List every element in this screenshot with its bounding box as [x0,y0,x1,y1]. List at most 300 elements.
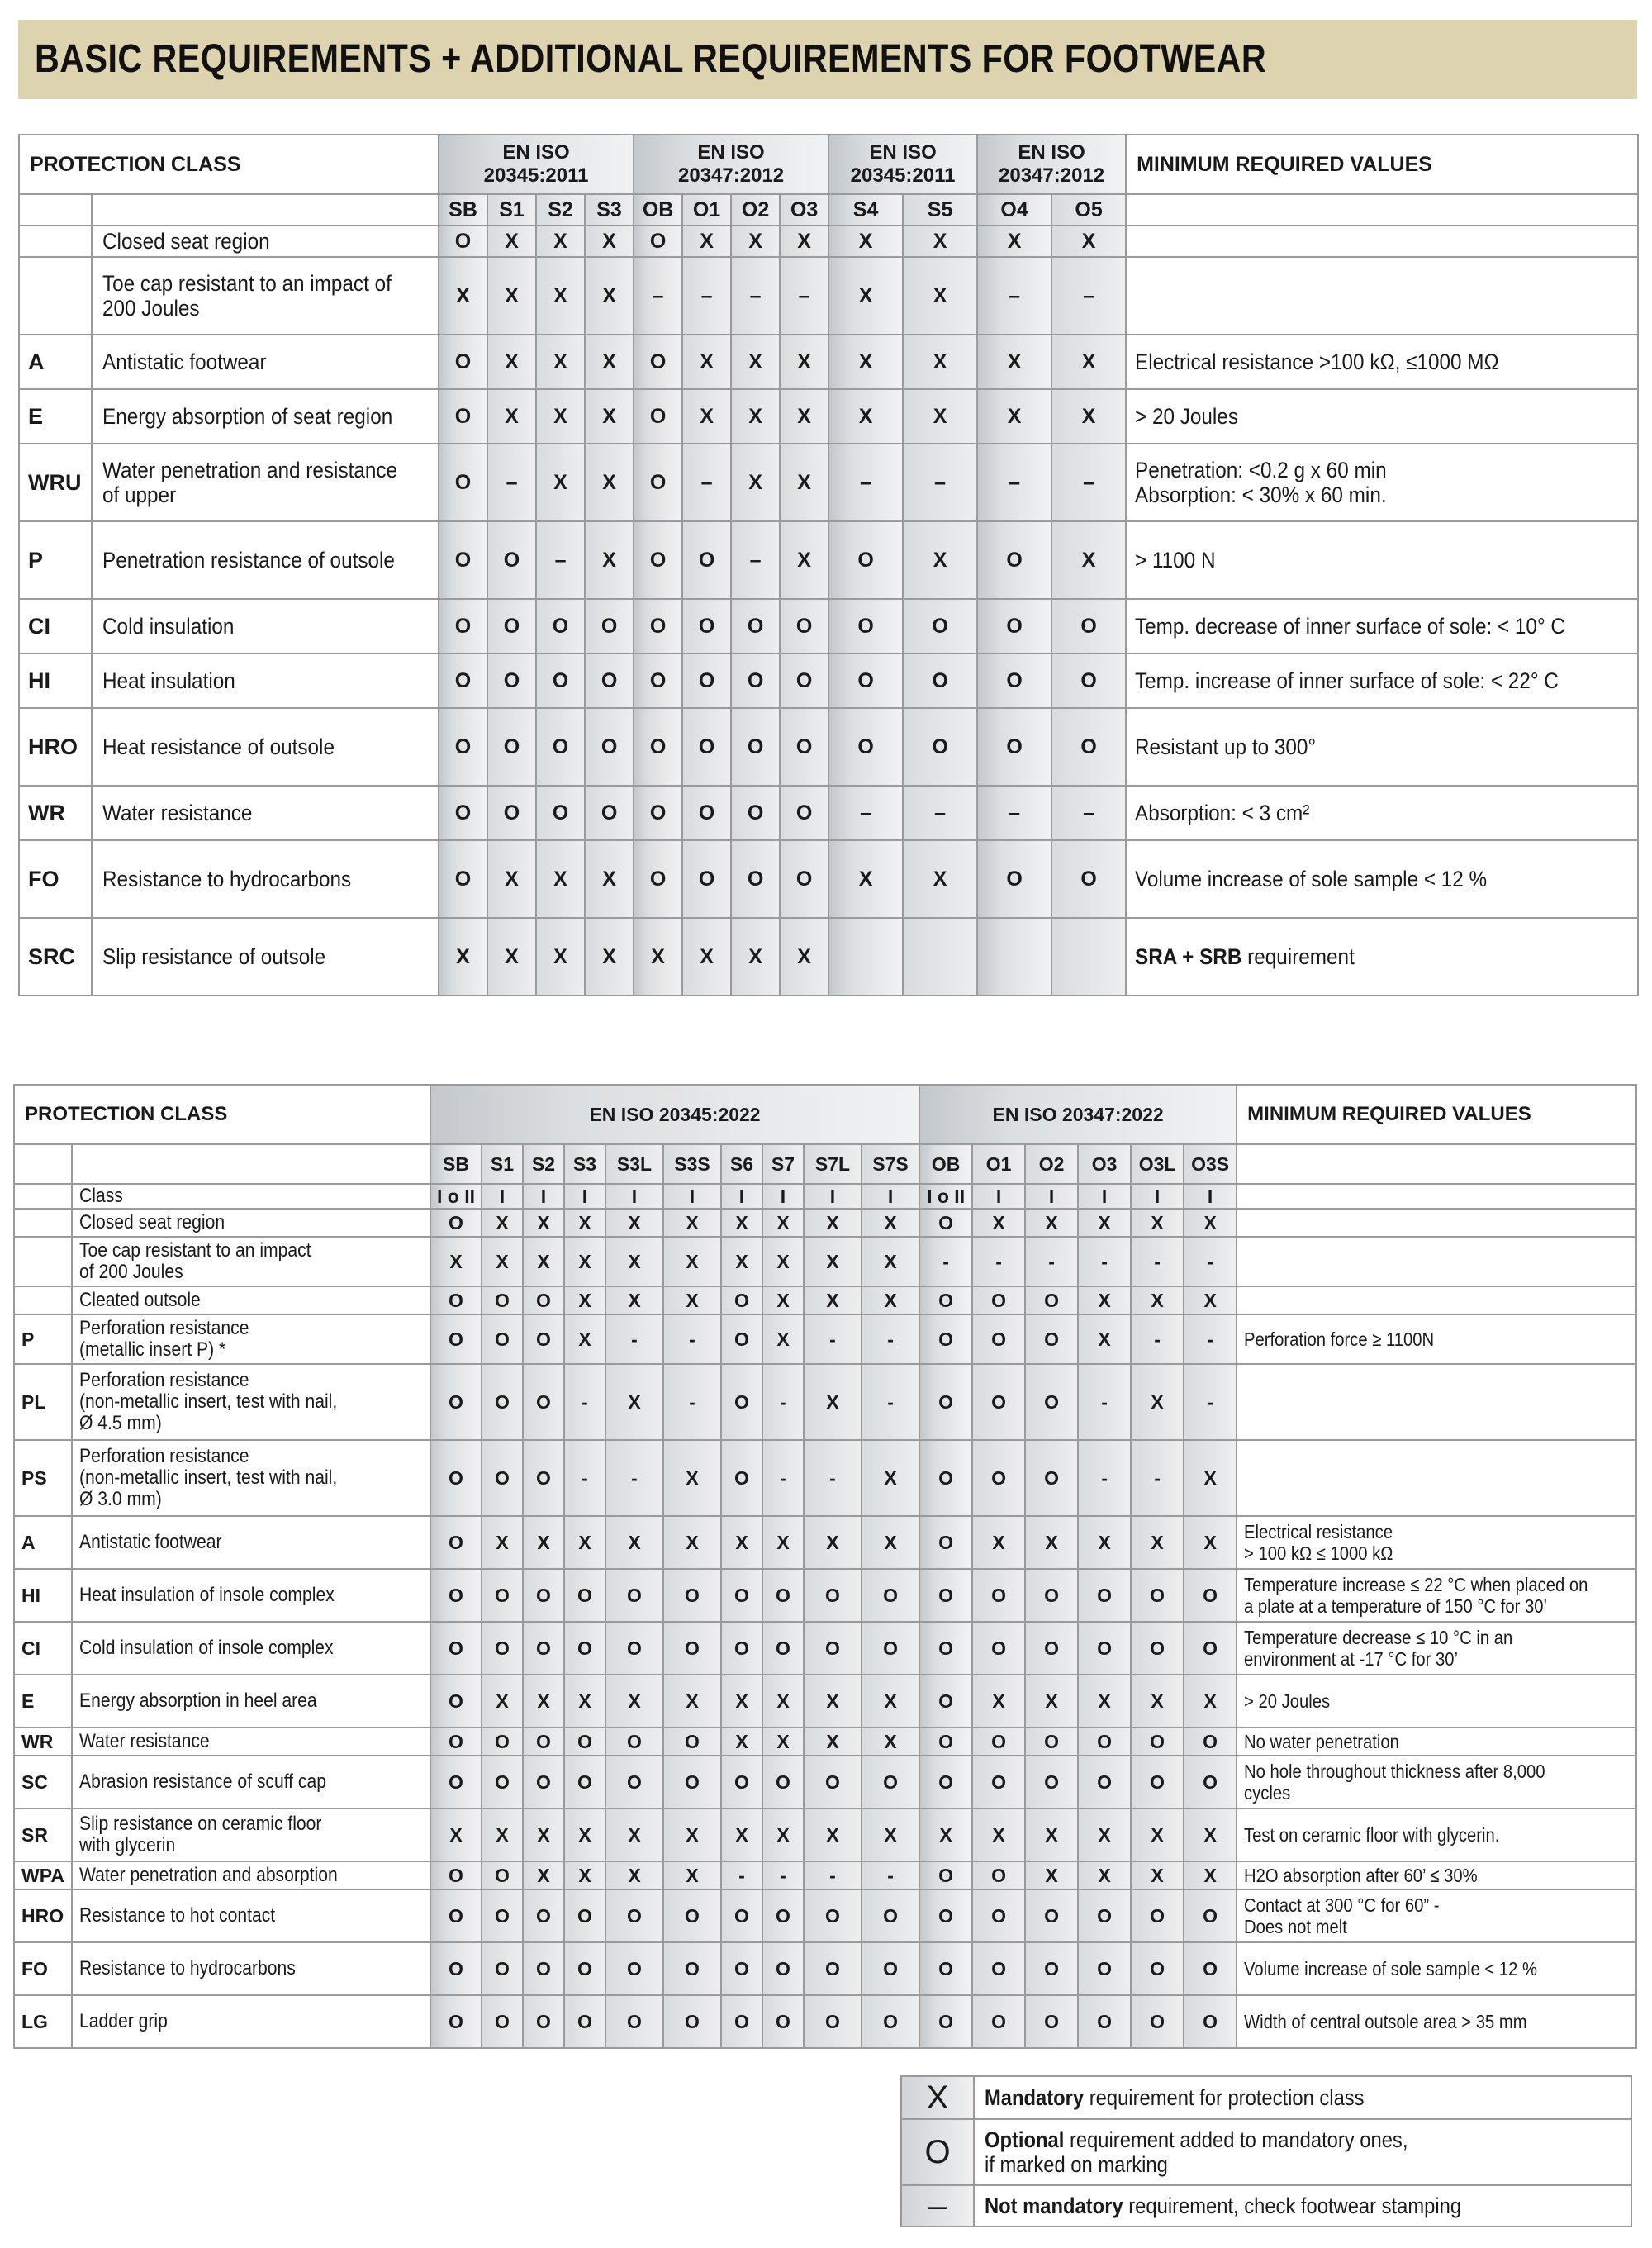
value-cell: X [762,1728,804,1756]
row-label [92,521,439,599]
value-cell: X [780,226,828,257]
row-label-text: Class [79,1185,123,1207]
value-cell: O [634,653,682,708]
minimum-values-header: MINIMUM REQUIRED VALUES [1237,1085,1636,1144]
row-label [92,257,439,335]
value-cell: X [1078,1808,1131,1861]
value-cell: X [523,1209,564,1237]
value-cell: O [439,653,487,708]
value-cell: - [1184,1314,1237,1364]
value-cell: X [972,1209,1025,1237]
value-cell: O [780,653,828,708]
value-cell: O [585,653,634,708]
value-cell: X [663,1286,721,1314]
value-cell: O [1184,1889,1237,1942]
value-cell: O [1025,1728,1078,1756]
column-header: SB [430,1144,482,1184]
requirement-cell [1237,1184,1636,1209]
requirement-cell-text: > 20 Joules [1244,1690,1331,1712]
value-cell: O [523,1569,564,1622]
value-cell: O [634,599,682,653]
value-cell: X [1051,226,1126,257]
value-cell: O [536,786,585,840]
value-cell: O [663,1942,721,1995]
requirement-text: Absorption: < 3 cm² [1135,800,1310,825]
value-cell: X [1051,335,1126,389]
value-cell: O [523,1364,564,1440]
value-cell: O [1025,1569,1078,1622]
value-cell: X [487,257,536,335]
row-code: HI [14,1569,72,1622]
row-code: SRC [19,918,92,996]
value-cell: – [536,521,585,599]
value-cell: X [564,1286,605,1314]
value-cell: O [1131,1728,1184,1756]
column-header: O2 [731,194,780,226]
requirement-cell [1237,1569,1636,1622]
row-label [92,389,439,444]
header-row-groups [14,1085,1636,1144]
legend-row [901,2185,1631,2227]
minimum-values-header: MINIMUM REQUIRED VALUES [1126,135,1638,194]
value-cell: I o II [919,1184,972,1209]
value-cell: O [919,1440,972,1516]
standard-group-header: EN ISO 20345:2022 [430,1085,919,1144]
requirement-cell [1126,786,1638,840]
value-cell: O [564,1889,605,1942]
value-cell: – [977,257,1051,335]
value-cell: O [430,1516,482,1569]
requirement-cell [1126,840,1638,918]
empty-cell [1126,194,1638,226]
row-label-text: Closed seat region [79,1211,225,1233]
value-cell: O [862,1569,919,1622]
table-row [19,521,1638,599]
value-cell: I [523,1184,564,1209]
value-cell: – [828,786,903,840]
value-cell: O [564,1756,605,1808]
row-label [72,1675,430,1728]
value-cell: X [862,1675,919,1728]
value-cell: - [919,1237,972,1286]
value-cell: X [1184,1209,1237,1237]
value-cell: - [1078,1364,1131,1440]
column-header: S7S [862,1144,919,1184]
value-cell: X [762,1808,804,1861]
value-cell: O [1025,1995,1078,2048]
value-cell: X [564,1237,605,1286]
value-cell: O [482,1889,523,1942]
value-cell: O [1025,1364,1078,1440]
value-cell: X [862,1209,919,1237]
value-cell: – [977,786,1051,840]
empty-cell [14,1144,72,1184]
value-cell: O [721,1995,762,2048]
value-cell: O [1051,840,1126,918]
value-cell: - [804,1440,862,1516]
value-cell: O [682,521,731,599]
row-label-text: Abrasion resistance of scuff cap [79,1770,326,1793]
value-cell: I [605,1184,663,1209]
value-cell: X [780,918,828,996]
value-cell: O [605,1569,663,1622]
value-cell: O [1131,1889,1184,1942]
value-cell: X [564,1209,605,1237]
value-cell: O [919,1569,972,1622]
row-code: P [19,521,92,599]
value-cell: O [721,1569,762,1622]
value-cell: O [663,1569,721,1622]
row-code [19,226,92,257]
column-header: S5 [903,194,977,226]
value-cell: - [721,1861,762,1889]
value-cell: X [804,1516,862,1569]
value-cell: I [721,1184,762,1209]
value-cell: X [536,335,585,389]
row-code: A [19,335,92,389]
table-row [14,1314,1636,1364]
row-code: WRU [19,444,92,521]
value-cell: – [1051,257,1126,335]
row-label [72,1995,430,2048]
table-row [19,335,1638,389]
header-row-groups [19,135,1638,194]
value-cell: X [605,1364,663,1440]
value-cell: X [828,840,903,918]
value-cell: O [663,1889,721,1942]
value-cell: - [972,1237,1025,1286]
requirement-cell [1237,1440,1636,1516]
value-cell: – [1051,444,1126,521]
value-cell: X [731,389,780,444]
value-cell: I o II [430,1184,482,1209]
value-cell: – [903,444,977,521]
value-cell: X [903,257,977,335]
value-cell: X [762,1209,804,1237]
legend-row [901,2119,1631,2185]
value-cell: X [605,1286,663,1314]
row-code: WR [19,786,92,840]
value-cell: X [523,1861,564,1889]
title-banner [18,20,1637,99]
value-cell: O [862,1889,919,1942]
value-cell: O [972,1440,1025,1516]
value-cell: – [903,786,977,840]
value-cell: O [523,1286,564,1314]
value-cell: X [762,1314,804,1364]
column-header: O3S [1184,1144,1237,1184]
row-label [72,1622,430,1675]
value-cell: O [482,1286,523,1314]
value-cell: X [1131,1808,1184,1861]
row-label-text: Heat insulation of insole complex [79,1584,335,1606]
value-cell: X [1078,1675,1131,1728]
requirement-bold-text: SRA + SRB [1135,943,1242,969]
value-cell: – [828,444,903,521]
row-code: CI [14,1622,72,1675]
value-cell: X [1184,1808,1237,1861]
value-cell: X [1184,1440,1237,1516]
value-cell: X [862,1808,919,1861]
value-cell: O [682,653,731,708]
requirement-text: SRA + SRB requirement [1135,943,1355,969]
table-row [19,389,1638,444]
value-cell: O [919,1675,972,1728]
value-cell: X [804,1209,862,1237]
value-cell: O [523,1756,564,1808]
requirement-cell [1126,389,1638,444]
value-cell: O [731,653,780,708]
value-cell: O [780,599,828,653]
value-cell: O [762,1622,804,1675]
table-row [19,257,1638,335]
requirement-text: Temp. increase of inner surface of sole: < 22° C [1135,668,1559,693]
value-cell: O [482,1728,523,1756]
value-cell: I [804,1184,862,1209]
value-cell: O [536,599,585,653]
value-cell: O [430,1675,482,1728]
value-cell: O [682,840,731,918]
standard-group-header: EN ISO 20345:2011 [439,135,634,194]
value-cell: O [430,1861,482,1889]
requirement-text: Resistant up to 300° [1135,734,1317,759]
value-cell: I [1025,1184,1078,1209]
value-cell: O [972,1314,1025,1364]
column-header: S7L [804,1144,862,1184]
value-cell: O [1025,1286,1078,1314]
value-cell: O [482,1314,523,1364]
row-label [72,1440,430,1516]
row-code [14,1237,72,1286]
value-cell: O [634,786,682,840]
requirement-cell-text: Perforation force ≥ 1100N [1244,1328,1435,1350]
value-cell: O [731,599,780,653]
value-cell: O [487,599,536,653]
column-header: O3 [1078,1144,1131,1184]
value-cell: O [721,1942,762,1995]
value-cell: O [430,1209,482,1237]
value-cell: X [903,226,977,257]
legend-bold-text: Not mandatory [985,2193,1123,2218]
column-header: S2 [536,194,585,226]
legend-bold-text: Mandatory [985,2084,1085,2110]
value-cell: O [1025,1440,1078,1516]
row-code: CI [19,599,92,653]
table-row [14,1440,1636,1516]
value-cell: O [430,1942,482,1995]
value-cell: O [1078,1569,1131,1622]
column-header: S1 [487,194,536,226]
value-cell [977,918,1051,996]
value-cell: O [762,1756,804,1808]
requirement-cell [1126,653,1638,708]
requirement-cell [1237,1209,1636,1237]
value-cell: - [804,1314,862,1364]
value-cell: O [1184,1756,1237,1808]
row-label [92,708,439,786]
value-cell: – [780,257,828,335]
value-cell: I [1078,1184,1131,1209]
value-cell: O [487,786,536,840]
value-cell: X [828,226,903,257]
legend-text [974,2185,1631,2227]
requirement-cell [1237,1756,1636,1808]
value-cell: X [903,840,977,918]
value-cell: X [663,1237,721,1286]
value-cell: O [919,1364,972,1440]
value-cell: O [663,1756,721,1808]
legend-symbol: – [901,2185,974,2227]
value-cell: I [1131,1184,1184,1209]
value-cell: O [919,1756,972,1808]
value-cell: O [523,1622,564,1675]
table-row [14,1808,1636,1861]
page-title: BASIC REQUIREMENTS + ADDITIONAL REQUIREMENTS FOR FOOTWEAR [35,37,1267,81]
value-cell: O [536,708,585,786]
value-cell: O [430,1622,482,1675]
value-cell: I [762,1184,804,1209]
value-cell: O [536,653,585,708]
value-cell: O [634,444,682,521]
value-cell: O [972,1995,1025,2048]
requirements-table-2022 [13,1084,1637,2049]
value-cell: O [903,708,977,786]
value-cell: X [972,1516,1025,1569]
row-label [72,1237,430,1286]
table-row [19,444,1638,521]
value-cell: O [721,1364,762,1440]
row-label-text: Perforation resistance (metallic insert P) * [79,1316,249,1361]
value-cell: O [1051,653,1126,708]
row-label-text: Water penetration and resistance of upper [102,457,398,507]
value-cell: O [487,521,536,599]
value-cell: X [731,444,780,521]
column-header: OB [919,1144,972,1184]
row-label [72,1209,430,1237]
value-cell: O [721,1889,762,1942]
row-label [92,226,439,257]
row-label [72,1942,430,1995]
value-cell: X [682,226,731,257]
row-code [19,257,92,335]
requirement-cell [1126,521,1638,599]
value-cell: X [804,1675,862,1728]
value-cell: - [564,1440,605,1516]
column-header: S3L [605,1144,663,1184]
value-cell: X [536,389,585,444]
value-cell: O [804,1622,862,1675]
value-cell: - [1131,1440,1184,1516]
table-row [14,1995,1636,2048]
legend-bold-text: Optional [985,2127,1065,2152]
value-cell: X [482,1675,523,1728]
value-cell: X [564,1314,605,1364]
row-label [92,653,439,708]
value-cell: O [1025,1942,1078,1995]
column-header: OB [634,194,682,226]
row-label-text: Antistatic footwear [79,1531,222,1553]
row-label-text: Resistance to hydrocarbons [79,1957,296,1979]
row-label-text: Closed seat region [102,228,270,254]
column-header: O2 [1025,1144,1078,1184]
value-cell: X [487,226,536,257]
value-cell: X [536,226,585,257]
value-cell: X [903,521,977,599]
value-cell: X [1131,1675,1184,1728]
value-cell: O [482,1569,523,1622]
value-cell: O [919,1942,972,1995]
value-cell: O [523,1995,564,2048]
value-cell: O [1184,1569,1237,1622]
value-cell: – [977,444,1051,521]
value-cell: O [430,1728,482,1756]
requirement-cell [1237,1622,1636,1675]
value-cell: X [862,1516,919,1569]
row-label [72,1516,430,1569]
value-cell: - [1184,1364,1237,1440]
value-cell: X [977,226,1051,257]
value-cell: O [828,599,903,653]
value-cell: X [663,1440,721,1516]
table-row [14,1364,1636,1440]
value-cell: O [721,1756,762,1808]
value-cell: O [523,1942,564,1995]
value-cell: I [564,1184,605,1209]
requirement-cell [1126,257,1638,335]
value-cell: - [862,1314,919,1364]
value-cell: - [1078,1440,1131,1516]
table-row [19,786,1638,840]
column-header: O4 [977,194,1051,226]
value-cell: X [903,335,977,389]
value-cell: X [972,1808,1025,1861]
value-cell: O [828,708,903,786]
value-cell [903,918,977,996]
value-cell: X [1025,1675,1078,1728]
value-cell: O [1025,1889,1078,1942]
value-cell: X [1051,389,1126,444]
value-cell: O [1051,708,1126,786]
row-label [72,1808,430,1861]
table-row [14,1286,1636,1314]
value-cell: O [682,599,731,653]
value-cell: I [663,1184,721,1209]
value-cell: X [605,1861,663,1889]
value-cell: - [862,1861,919,1889]
requirement-cell [1237,1314,1636,1364]
value-cell: O [1025,1314,1078,1364]
value-cell: X [721,1516,762,1569]
row-label-text: Water resistance [102,800,253,825]
value-cell: O [1078,1995,1131,2048]
value-cell: O [1078,1728,1131,1756]
value-cell: X [1131,1209,1184,1237]
value-cell: X [536,257,585,335]
value-cell: O [828,653,903,708]
table-row [19,226,1638,257]
value-cell: – [1051,786,1126,840]
value-cell: X [862,1286,919,1314]
row-label-text: Toe cap resistant to an impact of 200 Joules [102,270,392,321]
value-cell: O [780,786,828,840]
requirement-cell [1237,1861,1636,1889]
requirement-cell-text: Electrical resistance > 100 kΩ ≤ 1000 kΩ [1244,1520,1393,1564]
row-code: A [14,1516,72,1569]
protection-class-header: PROTECTION CLASS [14,1085,430,1144]
value-cell: - [564,1364,605,1440]
table-row [19,918,1638,996]
table-row [14,1569,1636,1622]
